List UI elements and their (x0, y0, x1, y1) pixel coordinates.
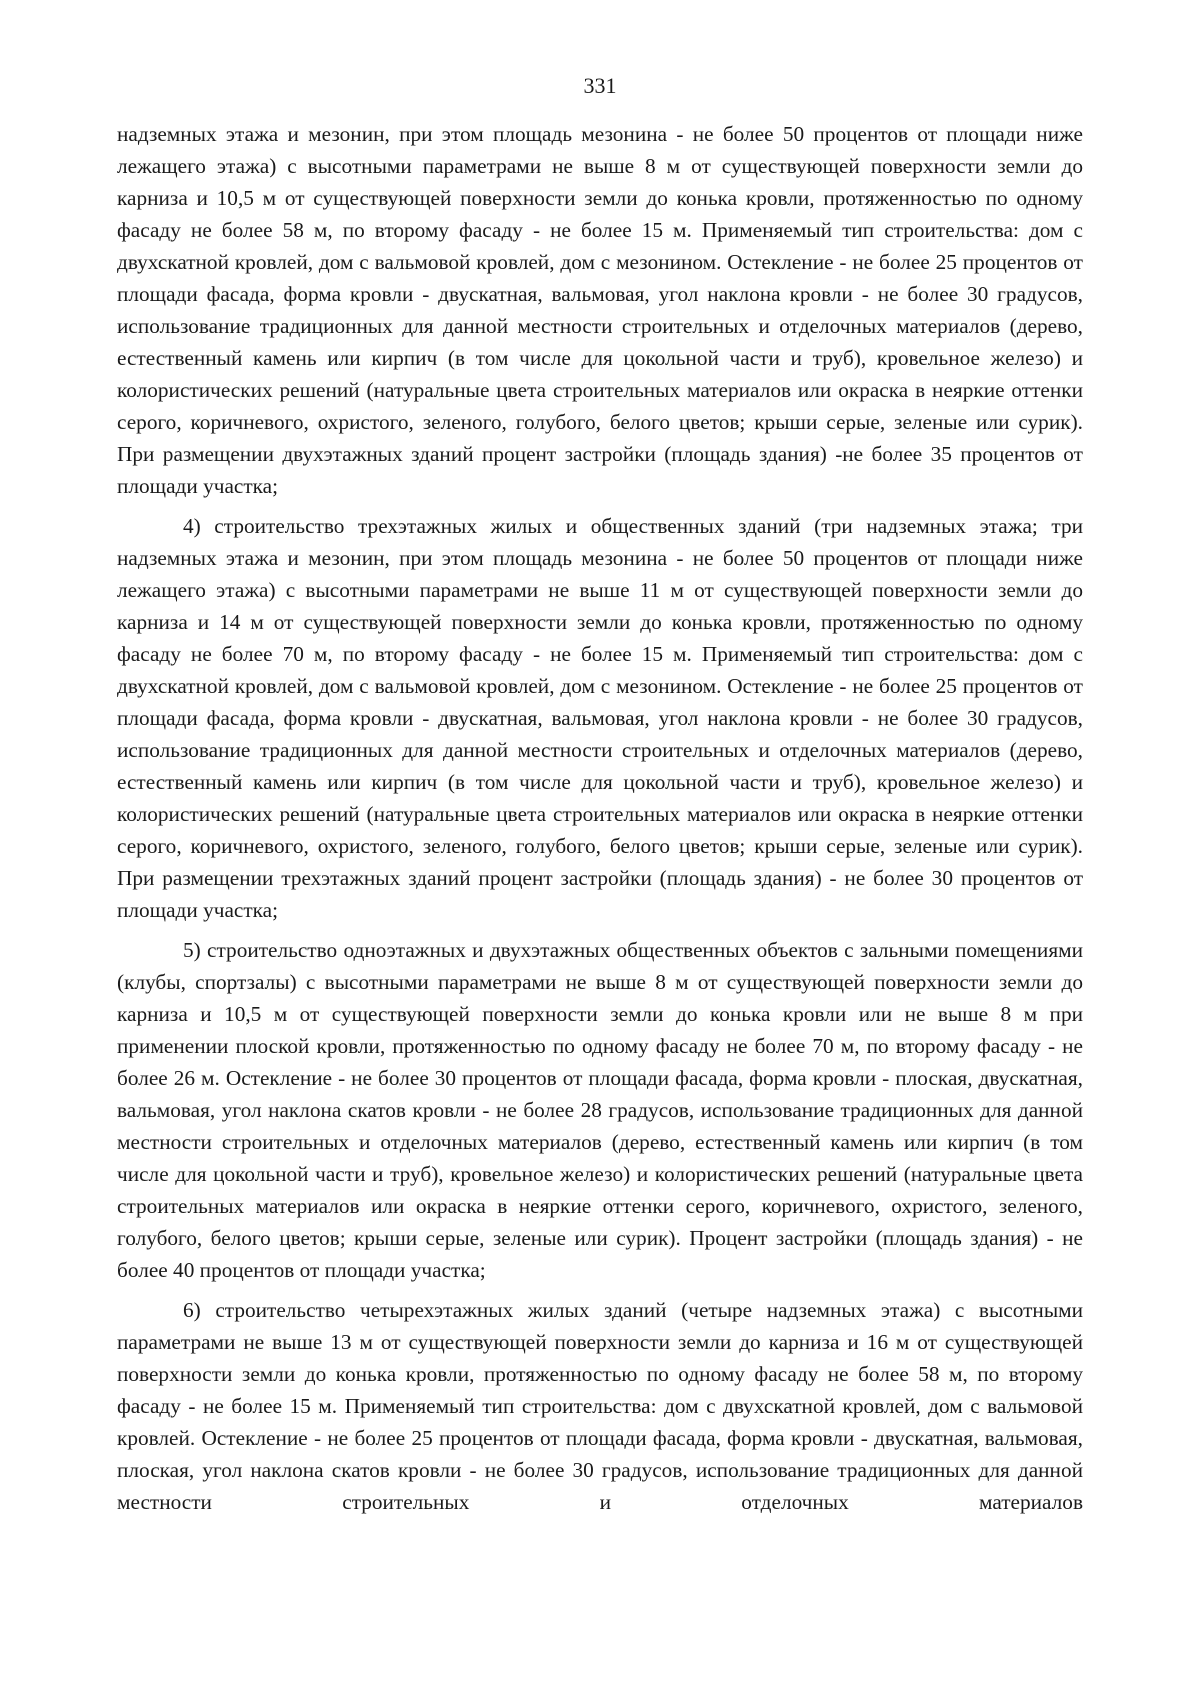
page-number: 331 (583, 73, 617, 98)
document-body (117, 118, 1083, 1518)
paragraph-continuation: надземных этажа и мезонин, при этом площадь мезонина - не более 50 процентов от площади ниже лежащего этажа) с высотными параметрами не выше 8 м от существующей поверхности земли до карниза и 10,5 м от существующей поверхности земли до конька кровли, протяженностью по одному фасаду не более 58 м, по второму фасаду - не более 15 м. Применяемый тип строительства: дом с двухскатной кровлей, дом с вальмовой кровлей, дом с мезонином. Остекление - не более 25 процентов от площади фасада, форма кровли - двускатная, вальмовая, угол наклона кровли - не более 30 градусов, использование традиционных для данной местности строительных и отделочных материалов (дерево, естественный камень или кирпич (в том числе для цокольной части и труб), кровельное железо) и колористических решений (натуральные цвета строительных материалов или окраска в неяркие оттенки серого, коричневого, охристого, зеленого, голубого, белого цветов; крыши серые, зеленые или сурик). При размещении двухэтажных зданий процент застройки (площадь здания) -не более 35 процентов от площади участка; (117, 122, 1083, 498)
paragraph-item-5: 5) строительство одноэтажных и двухэтажных общественных объектов с зальными помещениями (клубы, спортзалы) с высотными параметрами не выше 8 м от существующей поверхности земли до карниза и 10,5 м от существующей поверхности земли до конька кровли или не выше 8 м при применении плоской кровли, протяженностью по одному фасаду не более 70 м, по второму фасаду - не более 26 м. Остекление - не более 30 процентов от площади фасада, форма кровли - плоская, двускатная, вальмовая, угол наклона скатов кровли - не более 28 градусов, использование традиционных для данной местности строительных и отделочных материалов (дерево, естественный камень или кирпич (в том числе для цокольной части и труб), кровельное железо) и колористических решений (натуральные цвета строительных материалов или окраска в неяркие оттенки серого, коричневого, охристого, зеленого, голубого, белого цветов; крыши серые, зеленые или сурик). Процент застройки (площадь здания) - не более 40 процентов от площади участка; (117, 938, 1083, 1282)
paragraph-item-6: 6) строительство четырехэтажных жилых зданий (четыре надземных этажа) с высотными параметрами не выше 13 м от существующей поверхности земли до карниза и 16 м от существующей поверхности земли до конька кровли, протяженностью по одному фасаду не более 58 м, по второму фасаду - не более 15 м. Применяемый тип строительства: дом с двухскатной кровлей, дом с вальмовой кровлей. Остекление - не более 25 процентов от площади фасада, форма кровли - двускатная, вальмовая, плоская, угол наклона скатов кровли - не более 30 градусов, использование традиционных для данной местности строительных и отделочных материалов (117, 1298, 1083, 1514)
paragraph-item-4: 4) строительство трехэтажных жилых и общественных зданий (три надземных этажа; три надземных этажа и мезонин, при этом площадь мезонина - не более 50 процентов от площади ниже лежащего этажа) с высотными параметрами не выше 11 м от существующей поверхности земли до карниза и 14 м от существующей поверхности земли до конька кровли, протяженностью по одному фасаду не более 70 м, по второму фасаду - не более 15 м. Применяемый тип строительства: дом с двухскатной кровлей, дом с вальмовой кровлей, дом с мезонином. Остекление - не более 25 процентов от площади фасада, форма кровли - двускатная, вальмовая, угол наклона кровли - не более 30 градусов, использование традиционных для данной местности строительных и отделочных материалов (дерево, естественный камень или кирпич (в том числе для цокольной части и труб), кровельное железо) и колористических решений (натуральные цвета строительных материалов или окраска в неяркие оттенки серого, коричневого, охристого, зеленого, голубого, белого цветов; крыши серые, зеленые или сурик). При размещении трехэтажных зданий процент застройки (площадь здания) - не более 30 процентов от площади участка; (117, 514, 1083, 922)
